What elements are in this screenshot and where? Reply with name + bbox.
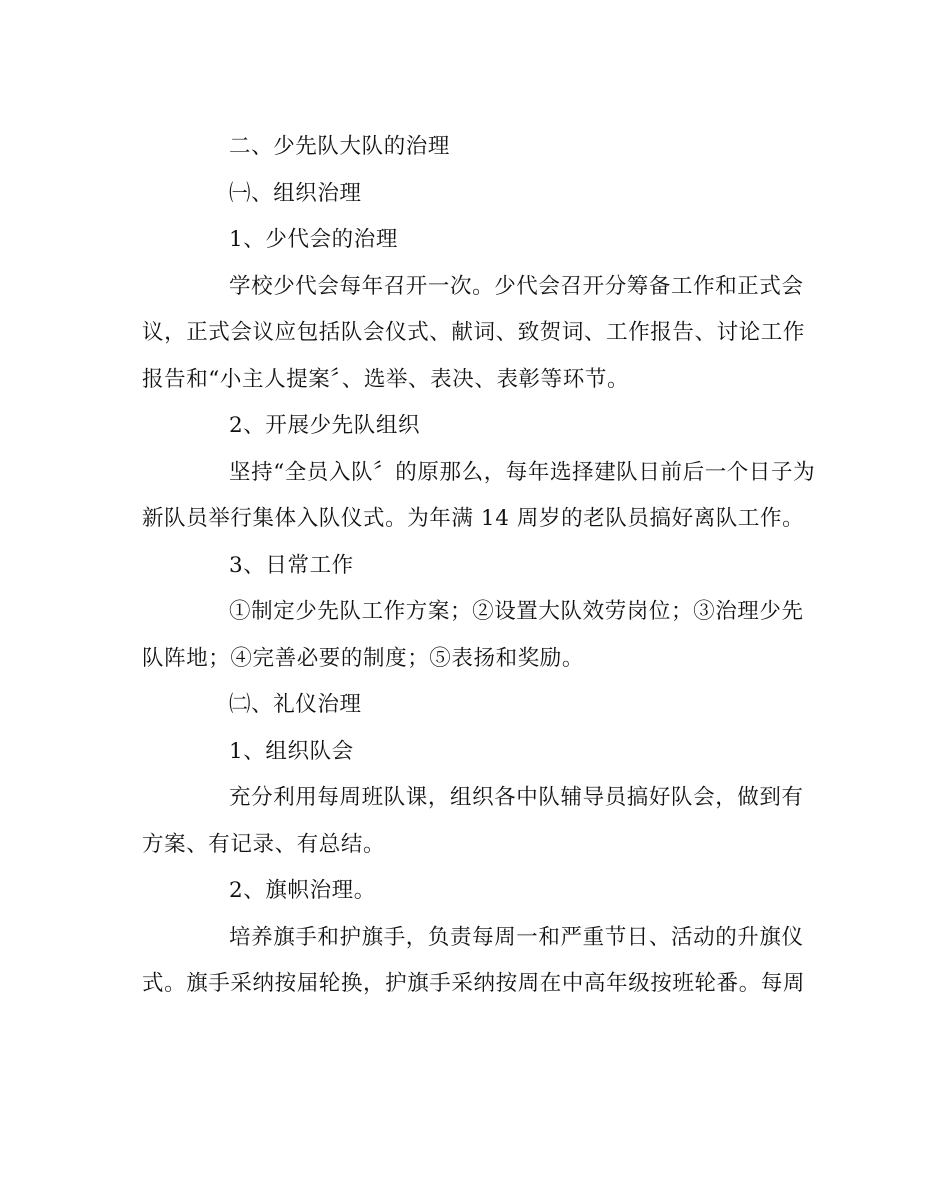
heading-section-two: 二、少先队大队的治理	[229, 134, 451, 159]
paragraph-line: 培养旗手和护旗手，负责每周一和严重节日、活动的升旗仪	[229, 924, 804, 950]
heading-organize-meetings: 1、组织队会	[229, 738, 354, 764]
paragraph-line: 式。旗手采纳按届轮换，护旗手采纳按周在中高年级按班轮番。每周	[142, 971, 806, 996]
heading-flag-management: 2、旗帜治理。	[229, 878, 376, 903]
heading-congress-management: 1、少代会的治理	[229, 227, 398, 252]
heading-develop-organization: 2、开展少先队组织	[229, 413, 421, 438]
paragraph-line: 方案、有记录、有总结。	[142, 831, 386, 857]
heading-organization-management: ㈠、组织治理	[229, 180, 362, 206]
paragraph-line: 充分利用每周班队课，组织各中队辅导员搞好队会，做到有	[229, 785, 804, 810]
heading-etiquette-management: ㈡、礼仪治理	[229, 692, 362, 717]
paragraph-line: 队阵地；④完善必要的制度；⑤表扬和奖励。	[142, 645, 585, 671]
paragraph-line: ①制定少先队工作方案；②设置大队效劳岗位；③治理少先	[229, 599, 804, 624]
heading-daily-work: 3、日常工作	[229, 552, 354, 578]
paragraph-line: 报告和“小主人提案〞、选举、表决、表彰等环节。	[142, 366, 630, 392]
paragraph-line: 学校少代会每年召开一次。少代会召开分筹备工作和正式会	[229, 273, 804, 299]
paragraph-line: 新队员举行集体入队仪式。为年满 14 周岁的老队员搞好离队工作。	[142, 506, 805, 531]
paragraph-line: 坚持“全员入队〞的原那么，每年选择建队日前后一个日子为	[229, 459, 816, 485]
paragraph-line: 议，正式会议应包括队会仪式、献词、致贺词、工作报告、讨论工作	[142, 320, 806, 345]
document-body	[142, 124, 816, 1008]
